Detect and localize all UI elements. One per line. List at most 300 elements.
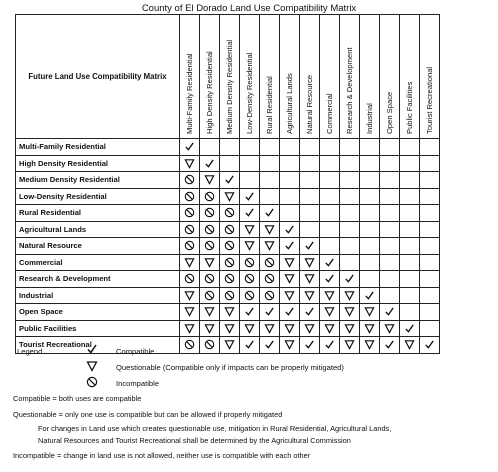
note-incompatible: Incompatible = change in land use is not allowed, neither use is compatible with each other [13, 451, 311, 460]
prohibited-icon [220, 207, 239, 218]
matrix-cell-empty [380, 188, 400, 205]
triangle-icon [180, 323, 199, 334]
matrix-cell [200, 155, 220, 172]
triangle-icon [220, 191, 239, 202]
matrix-cell [200, 238, 220, 255]
matrix-row [16, 320, 440, 337]
triangle-icon [340, 339, 359, 350]
triangle-icon [240, 323, 259, 334]
matrix-cell-empty [420, 205, 440, 222]
matrix-cell-empty [360, 271, 380, 288]
matrix-cell [200, 304, 220, 321]
matrix-cell-empty [240, 155, 260, 172]
matrix-cell-empty [300, 188, 320, 205]
matrix-cell [200, 271, 220, 288]
triangle-icon [280, 323, 299, 334]
prohibited-icon [220, 290, 239, 301]
column-header [420, 15, 440, 139]
check-icon [180, 141, 199, 152]
column-header-label: Medium Density Residential [225, 39, 234, 134]
matrix-cell-empty [340, 254, 360, 271]
matrix-cell-empty [260, 139, 280, 156]
triangle-icon [220, 323, 239, 334]
note-questionable-detail-2: Natural Resources and Tourist Recreational shall be determined by the Agricultural Commission [38, 436, 351, 445]
column-header-label: High Density Residential [205, 51, 214, 134]
prohibited-icon [200, 339, 219, 350]
matrix-cell-empty [220, 139, 240, 156]
matrix-cell [360, 287, 380, 304]
matrix-cell [340, 320, 360, 337]
legend-incompatible: Incompatible [116, 379, 160, 388]
matrix-cell [360, 304, 380, 321]
matrix-row [16, 254, 440, 271]
matrix-cell [400, 337, 420, 354]
matrix-header-row [16, 15, 440, 139]
matrix-cell [200, 188, 220, 205]
matrix-cell-empty [300, 155, 320, 172]
triangle-icon [240, 224, 259, 235]
matrix-cell [240, 320, 260, 337]
matrix-cell [280, 287, 300, 304]
matrix-cell-empty [260, 155, 280, 172]
column-header [340, 15, 360, 139]
check-icon [260, 339, 279, 350]
matrix-cell [340, 271, 360, 288]
prohibited-icon [200, 207, 219, 218]
matrix-cell [260, 238, 280, 255]
matrix-cell-empty [420, 304, 440, 321]
triangle-icon [300, 273, 319, 284]
matrix-cell-empty [340, 205, 360, 222]
prohibited-icon [220, 224, 239, 235]
row-label: Agricultural Lands [16, 221, 180, 238]
triangle-icon [180, 158, 199, 169]
matrix-cell-empty [400, 254, 420, 271]
matrix-cell-empty [420, 172, 440, 189]
matrix-cell-empty [300, 221, 320, 238]
check-icon [320, 273, 339, 284]
matrix-cell [180, 320, 200, 337]
triangle-icon [320, 323, 339, 334]
matrix-row [16, 221, 440, 238]
matrix-cell [220, 287, 240, 304]
matrix-cell-empty [340, 172, 360, 189]
column-header [400, 15, 420, 139]
check-icon [86, 343, 98, 357]
matrix-cell [300, 287, 320, 304]
column-header [260, 15, 280, 139]
matrix-cell [220, 205, 240, 222]
matrix-cell-empty [320, 155, 340, 172]
matrix-cell [180, 155, 200, 172]
matrix-cell [260, 320, 280, 337]
matrix-cell-empty [360, 238, 380, 255]
matrix-cell-empty [300, 139, 320, 156]
matrix-row [16, 139, 440, 156]
column-header-label: Commercial [325, 93, 334, 134]
matrix-cell-empty [400, 205, 420, 222]
matrix-cell-empty [320, 238, 340, 255]
check-icon [400, 323, 419, 334]
matrix-cell [340, 287, 360, 304]
matrix-cell-empty [320, 172, 340, 189]
matrix-cell [280, 304, 300, 321]
matrix-cell [280, 254, 300, 271]
matrix-cell-empty [200, 139, 220, 156]
matrix-cell-empty [300, 172, 320, 189]
row-label: Rural Residential [16, 205, 180, 222]
matrix-cell [180, 271, 200, 288]
matrix-cell-empty [240, 172, 260, 189]
matrix-cell-empty [420, 139, 440, 156]
matrix-cell-empty [280, 188, 300, 205]
matrix-cell-empty [380, 238, 400, 255]
row-label: Low-Density Residential [16, 188, 180, 205]
matrix-cell [220, 238, 240, 255]
prohibited-icon [240, 257, 259, 268]
prohibited-icon [86, 376, 98, 390]
matrix-cell [180, 304, 200, 321]
prohibited-icon [180, 339, 199, 350]
column-header-label: Open Space [385, 91, 394, 134]
matrix-cell [220, 221, 240, 238]
triangle-icon [280, 290, 299, 301]
legend-compatible: Compatible [116, 347, 155, 356]
matrix-cell [320, 271, 340, 288]
triangle-icon [280, 273, 299, 284]
column-header [200, 15, 220, 139]
matrix-cell-empty [400, 238, 420, 255]
matrix-cell [260, 205, 280, 222]
matrix-cell-empty [420, 320, 440, 337]
matrix-cell-empty [340, 155, 360, 172]
check-icon [200, 158, 219, 169]
matrix-cell-empty [280, 155, 300, 172]
triangle-icon [340, 290, 359, 301]
row-label: Natural Resource [16, 238, 180, 255]
matrix-cell-empty [380, 254, 400, 271]
matrix-cell [340, 337, 360, 354]
matrix-cell-empty [360, 221, 380, 238]
matrix-cell [240, 337, 260, 354]
column-header [360, 15, 380, 139]
row-label: Research & Development [16, 271, 180, 288]
check-icon [240, 207, 259, 218]
matrix-cell [180, 287, 200, 304]
matrix-cell-empty [400, 188, 420, 205]
row-label: High Density Residential [16, 155, 180, 172]
page-title: County of El Dorado Land Use Compatibility Matrix [141, 3, 357, 14]
matrix-cell-empty [380, 205, 400, 222]
prohibited-icon [180, 240, 199, 251]
matrix-cell [260, 287, 280, 304]
triangle-icon [260, 323, 279, 334]
matrix-cell-empty [380, 139, 400, 156]
row-label: Multi-Family Residential [16, 139, 180, 156]
column-header-label: Multi-Family Residential [185, 53, 194, 134]
matrix-cell-empty [240, 139, 260, 156]
check-icon [260, 207, 279, 218]
check-icon [220, 174, 239, 185]
triangle-icon [320, 290, 339, 301]
matrix-cell [220, 304, 240, 321]
column-header [240, 15, 260, 139]
matrix-cell [200, 320, 220, 337]
matrix-cell [340, 304, 360, 321]
prohibited-icon [180, 174, 199, 185]
column-header [280, 15, 300, 139]
check-icon [300, 240, 319, 251]
note-compatible: Compatible = both uses are compatible [13, 394, 142, 403]
note-questionable: Questionable = only one use is compatible but can be allowed if properly mitigated [13, 410, 283, 419]
column-header [320, 15, 340, 139]
matrix-cell [180, 254, 200, 271]
matrix-cell [200, 287, 220, 304]
matrix-cell-empty [280, 139, 300, 156]
matrix-cell-empty [340, 238, 360, 255]
matrix-cell [260, 271, 280, 288]
prohibited-icon [260, 273, 279, 284]
matrix-cell [280, 238, 300, 255]
matrix-cell-empty [400, 304, 420, 321]
matrix-cell [300, 337, 320, 354]
matrix-cell-empty [300, 205, 320, 222]
check-icon [380, 339, 399, 350]
matrix-cell-empty [380, 221, 400, 238]
matrix-cell-empty [360, 172, 380, 189]
matrix-cell [220, 337, 240, 354]
check-icon [320, 257, 339, 268]
triangle-icon [280, 257, 299, 268]
matrix-row [16, 238, 440, 255]
triangle-icon [360, 339, 379, 350]
matrix-cell-empty [320, 205, 340, 222]
triangle-icon [280, 339, 299, 350]
matrix-cell [260, 337, 280, 354]
matrix-cell [240, 304, 260, 321]
triangle-icon [200, 174, 219, 185]
matrix-cell [220, 188, 240, 205]
matrix-row [16, 337, 440, 354]
matrix-cell [240, 205, 260, 222]
matrix-cell [380, 320, 400, 337]
triangle-icon [260, 240, 279, 251]
check-icon [300, 339, 319, 350]
matrix-cell-empty [260, 188, 280, 205]
matrix-cell [300, 320, 320, 337]
matrix-cell-empty [420, 238, 440, 255]
matrix-cell [240, 254, 260, 271]
triangle-icon [240, 240, 259, 251]
matrix-cell [200, 221, 220, 238]
triangle-icon [360, 306, 379, 317]
matrix-cell-empty [420, 155, 440, 172]
row-label: Medium Density Residential [16, 172, 180, 189]
matrix-cell-empty [420, 188, 440, 205]
matrix-cell-empty [340, 139, 360, 156]
check-icon [280, 306, 299, 317]
triangle-icon [340, 323, 359, 334]
triangle-icon [340, 306, 359, 317]
legend-title: Legend [17, 347, 43, 356]
column-header-label: Research & Development [345, 47, 354, 134]
matrix-cell-empty [280, 172, 300, 189]
matrix-cell [280, 221, 300, 238]
check-icon [280, 224, 299, 235]
matrix-cell [180, 205, 200, 222]
triangle-icon [380, 323, 399, 334]
matrix-cell [260, 221, 280, 238]
prohibited-icon [260, 257, 279, 268]
matrix-cell [380, 337, 400, 354]
prohibited-icon [200, 273, 219, 284]
matrix-cell-empty [420, 271, 440, 288]
note-questionable-detail-1: For changes in Land use which creates questionable use, mitigation in Rural Residential, Agricultural Lands, [38, 424, 392, 433]
check-icon [280, 240, 299, 251]
matrix-cell [260, 304, 280, 321]
matrix-row [16, 271, 440, 288]
row-label: Commercial [16, 254, 180, 271]
matrix-cell [320, 320, 340, 337]
row-label: Industrial [16, 287, 180, 304]
check-icon [380, 306, 399, 317]
matrix-cell-empty [320, 221, 340, 238]
triangle-icon [86, 360, 98, 374]
triangle-icon [300, 323, 319, 334]
triangle-icon [260, 224, 279, 235]
matrix-cell [200, 172, 220, 189]
matrix-cell [400, 320, 420, 337]
matrix-cell-empty [400, 155, 420, 172]
matrix-cell-empty [400, 287, 420, 304]
matrix-cell-empty [260, 172, 280, 189]
prohibited-icon [200, 191, 219, 202]
matrix-cell-empty [380, 155, 400, 172]
matrix-cell-empty [400, 139, 420, 156]
triangle-icon [180, 290, 199, 301]
prohibited-icon [180, 207, 199, 218]
matrix-body [16, 139, 440, 354]
matrix-row [16, 188, 440, 205]
matrix-cell [240, 221, 260, 238]
check-icon [240, 191, 259, 202]
prohibited-icon [180, 273, 199, 284]
column-header-label: Natural Resource [305, 74, 314, 134]
triangle-icon [200, 323, 219, 334]
triangle-icon [300, 290, 319, 301]
matrix-cell [200, 337, 220, 354]
prohibited-icon [220, 273, 239, 284]
matrix-cell [300, 238, 320, 255]
row-label: Public Facilities [16, 320, 180, 337]
prohibited-icon [240, 290, 259, 301]
matrix-cell-empty [280, 205, 300, 222]
matrix-cell [180, 238, 200, 255]
matrix-cell [220, 271, 240, 288]
matrix-cell [220, 254, 240, 271]
legend-questionable: Questionable (Compatible only if impacts can be properly mitigated) [116, 363, 344, 372]
matrix-cell [220, 320, 240, 337]
matrix-cell [300, 304, 320, 321]
matrix-cell [240, 271, 260, 288]
matrix-cell-empty [360, 188, 380, 205]
matrix-cell [240, 188, 260, 205]
triangle-icon [180, 306, 199, 317]
matrix-cell-empty [400, 221, 420, 238]
triangle-icon [180, 257, 199, 268]
check-icon [300, 306, 319, 317]
column-header [300, 15, 320, 139]
matrix-cell [220, 172, 240, 189]
row-label: Tourist Recreational [16, 337, 180, 354]
triangle-icon [320, 306, 339, 317]
triangle-icon [220, 306, 239, 317]
matrix-cell-empty [340, 188, 360, 205]
prohibited-icon [220, 257, 239, 268]
matrix-cell-empty [380, 172, 400, 189]
matrix-cell [180, 221, 200, 238]
check-icon [240, 306, 259, 317]
column-header [380, 15, 400, 139]
matrix-cell [320, 304, 340, 321]
matrix-row [16, 172, 440, 189]
matrix-row [16, 205, 440, 222]
prohibited-icon [200, 224, 219, 235]
prohibited-icon [180, 224, 199, 235]
matrix-cell [420, 337, 440, 354]
check-icon [260, 306, 279, 317]
column-header [180, 15, 200, 139]
column-header-label: Agricultural Lands [285, 73, 294, 134]
matrix-cell-empty [360, 155, 380, 172]
matrix-cell-empty [420, 254, 440, 271]
matrix-cell [320, 254, 340, 271]
row-label: Open Space [16, 304, 180, 321]
matrix-cell-empty [320, 188, 340, 205]
prohibited-icon [220, 240, 239, 251]
matrix-cell [180, 337, 200, 354]
triangle-icon [220, 339, 239, 350]
check-icon [420, 339, 439, 350]
column-header-label: Public Facilities [405, 81, 414, 134]
prohibited-icon [200, 290, 219, 301]
compatibility-matrix [15, 14, 440, 354]
triangle-icon [360, 323, 379, 334]
matrix-cell-empty [320, 139, 340, 156]
matrix-cell [200, 205, 220, 222]
matrix-cell [280, 320, 300, 337]
matrix-row [16, 287, 440, 304]
matrix-cell-empty [380, 271, 400, 288]
matrix-cell-empty [400, 172, 420, 189]
matrix-cell [180, 172, 200, 189]
matrix-cell [320, 287, 340, 304]
matrix-cell [300, 254, 320, 271]
matrix-cell [360, 337, 380, 354]
check-icon [360, 290, 379, 301]
prohibited-icon [200, 240, 219, 251]
matrix-cell [240, 287, 260, 304]
matrix-cell-empty [380, 287, 400, 304]
matrix-cell-empty [420, 287, 440, 304]
check-icon [240, 339, 259, 350]
triangle-icon [400, 339, 419, 350]
matrix-cell-empty [400, 271, 420, 288]
matrix-cell [280, 337, 300, 354]
prohibited-icon [180, 191, 199, 202]
matrix-cell [380, 304, 400, 321]
matrix-cell-empty [360, 205, 380, 222]
